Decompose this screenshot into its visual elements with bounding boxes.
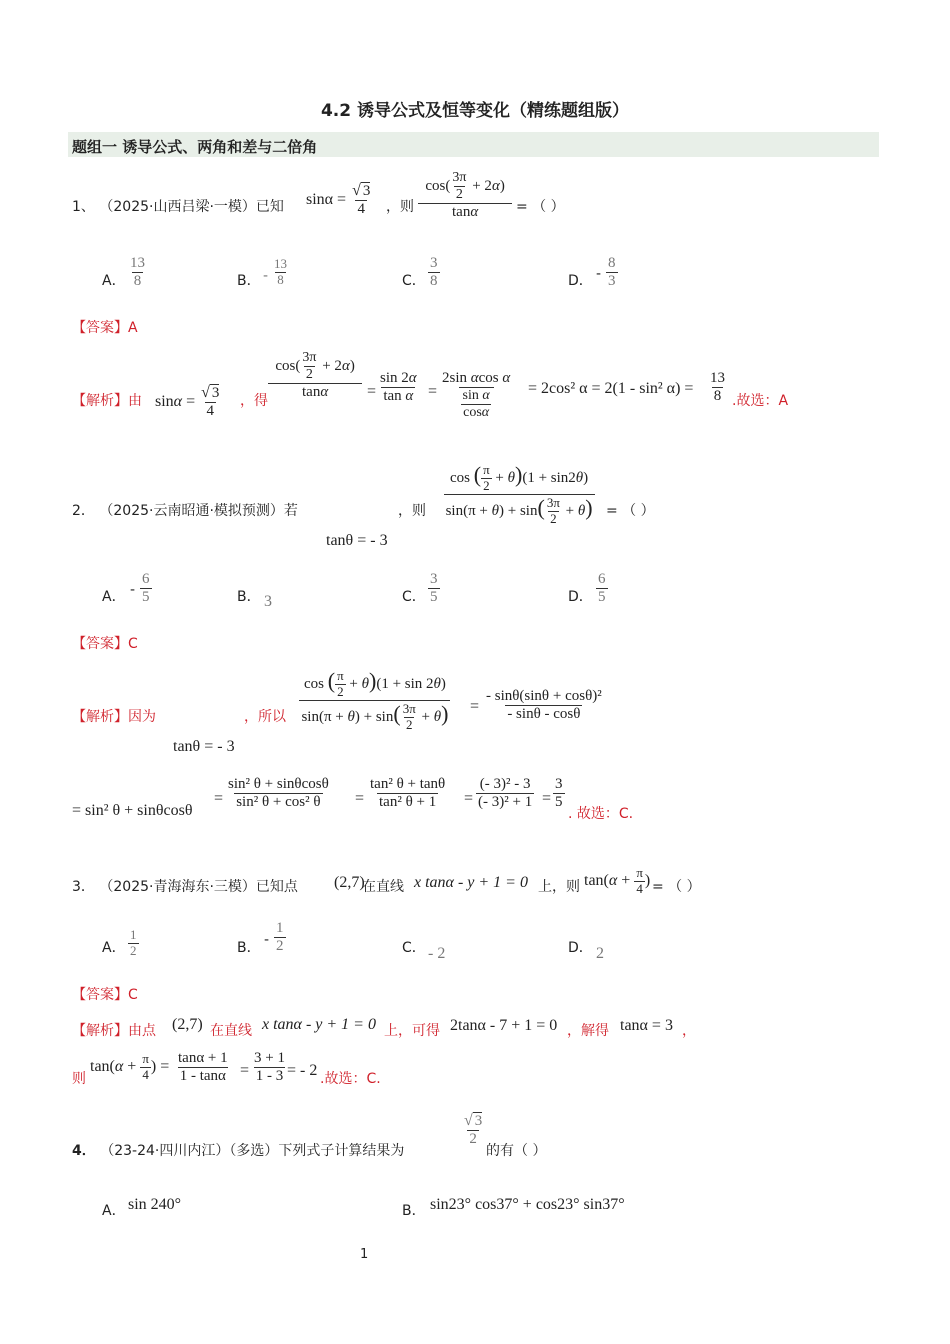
- q1-option-a[interactable]: [102, 270, 126, 290]
- q3-option-a-value: $\frac{1}{2}$: [130, 927, 137, 958]
- q2-line2-start: = sin² θ + sinθcosθ: [72, 802, 193, 819]
- q2-option-c[interactable]: [402, 586, 426, 606]
- q3-option-d-label: D．: [568, 940, 593, 956]
- q4-source: （23-24·四川内江）（多选）下列式子计算结果为: [100, 1143, 405, 1159]
- q1-analysis-eq2: =: [428, 383, 438, 400]
- q3-analysis-point: (2,7): [172, 1016, 203, 1033]
- q2-analysis-label: 【解析】因为: [72, 709, 156, 725]
- q2-line2-eq1: =: [214, 790, 224, 807]
- q2-analysis-so: ，所以: [244, 709, 286, 725]
- q3-point: (2,7): [334, 874, 365, 891]
- q1-option-d[interactable]: [568, 270, 593, 290]
- q4-option-b-label: B．: [402, 1203, 426, 1219]
- q2-option-d[interactable]: [568, 586, 593, 606]
- q2-line2-frac1: $\frac{\text{sin² θ + sinθcosθ}}{\text{sin² θ + cos² θ}}$: [228, 776, 329, 811]
- q1-given: [306, 182, 372, 219]
- q1-option-c-label: C．: [402, 273, 426, 289]
- q3-option-b-value: $\frac{1}{2}$: [276, 920, 284, 955]
- q1-option-c[interactable]: [402, 270, 426, 290]
- q1-analysis-end: .故选：A: [732, 393, 789, 409]
- q1-option-d-label: D．: [568, 273, 593, 289]
- q1-option-b-value: $\frac{13}{8}$: [274, 256, 287, 287]
- q2-analysis-frac2: $\frac{\text{- sinθ(sinθ + cosθ)²}}{- \sin\theta - \cos\theta}$: [486, 688, 602, 723]
- q1-option-a-value: $\frac{13}{8}$: [130, 255, 145, 290]
- q2-option-a-value: $\frac{6}{5}$: [142, 571, 150, 606]
- q3-option-d-value: 2: [596, 945, 604, 962]
- q3-option-c-value: - 2: [428, 945, 446, 962]
- q3-analysis-result: = - 2: [287, 1062, 318, 1079]
- q3-number: 3．: [72, 879, 95, 895]
- q3-analysis-expr: tan(α + $\frac{\pi}{4}$ ) =: [90, 1051, 170, 1082]
- q1-option-c-value: $\frac{3}{8}$: [430, 255, 438, 290]
- q2-line2-frac4: $\frac{3}{5}$: [555, 776, 563, 811]
- q2-then: ，则: [398, 503, 426, 519]
- q2-line2-eq4: =: [542, 790, 552, 807]
- q1-analysis-eq1: =: [367, 383, 377, 400]
- group-header-title: 题组一 诱导公式、两角和差与二倍角: [72, 138, 318, 156]
- q3-option-c[interactable]: [402, 937, 426, 957]
- q2-option-a[interactable]: [102, 586, 126, 606]
- q3-option-c-label: C．: [402, 940, 426, 956]
- q2-option-c-label: C．: [402, 589, 426, 605]
- q3-option-a[interactable]: [102, 937, 126, 957]
- q4-number: 4．: [72, 1143, 96, 1159]
- page-title: 4.2 诱导公式及恒等变化（精练题组版）: [320, 101, 630, 121]
- q3-analysis-eq3: =: [240, 1062, 250, 1079]
- q1-stem: [72, 196, 284, 216]
- q3-analysis-end: .故选：C.: [320, 1071, 381, 1087]
- q3-analysis-line: x tanα - y + 1 = 0: [262, 1016, 376, 1033]
- q3-analysis-frac2: $\frac{3 + 1}{1 - 3}$: [254, 1050, 285, 1085]
- q2-stem: [72, 500, 298, 520]
- q4-stem: [72, 1140, 404, 1160]
- q3-expression: tan(α + $\frac{\pi}{4}$ ): [584, 865, 651, 896]
- q3-option-b[interactable]: [237, 937, 261, 957]
- q3-option-b-sign: -: [264, 932, 270, 948]
- q3-analysis-e: ，: [682, 1023, 696, 1039]
- q2-option-d-value: $\frac{6}{5}$: [598, 571, 606, 606]
- q1-option-d-sign: -: [596, 266, 602, 282]
- q1-given-frac: $\frac{√ 3}{4}$: [352, 182, 371, 218]
- q2-line2-frac3: $\frac{\text{(- 3)² - 3}}{\text{(- 3)² + 1}}$: [478, 776, 533, 811]
- q1-then: ，则: [386, 199, 414, 215]
- q1-analysis-chain: = 2cos² α = 2(1 - sin² α) =: [528, 380, 694, 397]
- q4-option-b-value: sin23° cos37° + cos23° sin37°: [430, 1196, 625, 1213]
- q1-analysis-given: sinα = $\frac{√ 3}{4}$: [155, 384, 220, 420]
- q2-answer: 【答案】C: [72, 636, 138, 652]
- q2-option-c-value: $\frac{3}{5}$: [430, 571, 438, 606]
- q3-analysis-b: 在直线: [210, 1023, 252, 1039]
- q2-option-d-label: D．: [568, 589, 593, 605]
- q2-option-b-label: B．: [237, 589, 261, 605]
- q3-analysis-eq1: 2tanα - 7 + 1 = 0: [450, 1017, 558, 1034]
- q3-analysis-then: 则: [72, 1071, 86, 1087]
- q2-expression: cos ( $\frac{\pi}{2}$ + θ)(1 + sin2θ) sin(π + θ) + sin( $\frac{3\pi}{2}$ + θ): [445, 462, 593, 527]
- q4-option-a-label: A．: [102, 1203, 126, 1219]
- q3-mid: 在直线: [362, 879, 404, 895]
- q3-blank: = （ ）: [652, 879, 701, 895]
- q2-condition: tanθ = - 3: [326, 532, 388, 549]
- q4-tail: 的有（ ）: [486, 1143, 547, 1159]
- q2-option-b-value: 3: [264, 593, 272, 610]
- q1-analysis-de: ，得: [240, 393, 268, 409]
- q2-line2-frac2: $\frac{\text{tan² θ + tanθ}}{\text{tan² θ + 1}}$: [370, 776, 446, 811]
- q3-stem: [72, 876, 298, 896]
- q3-analysis-label: 【解析】由点: [72, 1023, 156, 1039]
- q1-analysis-frac1: cos( $\frac{3\pi}{2}$ + 2α) tanα: [268, 350, 362, 401]
- q1-analysis-label: 【解析】由: [72, 393, 142, 409]
- q1-analysis-result: $\frac{13}{8}$: [710, 370, 725, 405]
- q3-on: 上，则: [538, 879, 580, 895]
- q3-answer: 【答案】C: [72, 987, 138, 1003]
- q3-source: （2025·青海海东·三模）已知点: [99, 879, 298, 895]
- q2-blank: = （ ）: [606, 503, 655, 519]
- q3-option-b-label: B．: [237, 940, 261, 956]
- q2-line2-eq2: =: [355, 790, 365, 807]
- q1-number: 1、: [72, 199, 95, 215]
- q1-given-lhs: sinα =: [306, 190, 347, 208]
- q1-option-d-value: $\frac{8}{3}$: [608, 255, 616, 290]
- q1-option-b-label: B．: [237, 273, 261, 289]
- q2-option-a-sign: -: [130, 582, 136, 598]
- q4-target-value: $\frac{√ 3}{2}$: [464, 1112, 483, 1148]
- q3-option-d[interactable]: [568, 937, 593, 957]
- q3-analysis-frac1: $\frac{\tan\alpha + 1}{1 - \tan\alpha}$: [178, 1050, 228, 1085]
- q3-option-a-label: A．: [102, 940, 126, 956]
- q1-analysis-frac3: $\frac{\text{2sin αcos α}}{\frac{\text{sin α}}{\cos\alpha}}$: [442, 370, 511, 421]
- q2-line2-eq3: =: [464, 790, 474, 807]
- q4-option-b[interactable]: [402, 1200, 426, 1220]
- page-number: 1: [360, 1247, 369, 1262]
- q1-expression: cos( $\frac{3\pi}{2}$ + 2α) tanα: [418, 170, 512, 221]
- q2-option-b[interactable]: [237, 586, 261, 606]
- q4-option-a-value: sin 240°: [128, 1196, 182, 1213]
- q1-option-b[interactable]: [237, 270, 261, 290]
- q1-option-a-label: A．: [102, 273, 126, 289]
- q1-option-b-sign: -: [263, 268, 269, 284]
- q1-answer: 【答案】A: [72, 320, 138, 336]
- q2-option-a-label: A．: [102, 589, 126, 605]
- q3-analysis-d: ，解得: [567, 1023, 609, 1039]
- q1-blank: = （ ）: [516, 199, 565, 215]
- q2-analysis-eq: =: [470, 698, 480, 715]
- q3-analysis-c: 上，可得: [384, 1023, 440, 1039]
- q2-source: （2025·云南昭通·模拟预测）若: [99, 503, 298, 519]
- q2-analysis-cond: tanθ = - 3: [173, 738, 235, 755]
- q2-analysis-end: . 故选：C.: [568, 806, 634, 822]
- q1-analysis-frac2: $\frac{\sin 2\alpha}{\text{tan α}}$: [380, 370, 417, 405]
- q3-analysis-eq2: tanα = 3: [620, 1017, 673, 1034]
- q2-number: 2．: [72, 503, 95, 519]
- q2-analysis-frac1: cos ( $\frac{\pi}{2}$ + θ)(1 + sin 2θ) sin(π + θ) + sin( $\frac{3\pi}{2}$ + θ): [301, 668, 449, 733]
- q4-option-a[interactable]: [102, 1200, 126, 1220]
- q1-source: （2025·山西吕梁·一模）已知: [99, 199, 284, 215]
- q3-line-eq: x tanα - y + 1 = 0: [414, 874, 528, 891]
